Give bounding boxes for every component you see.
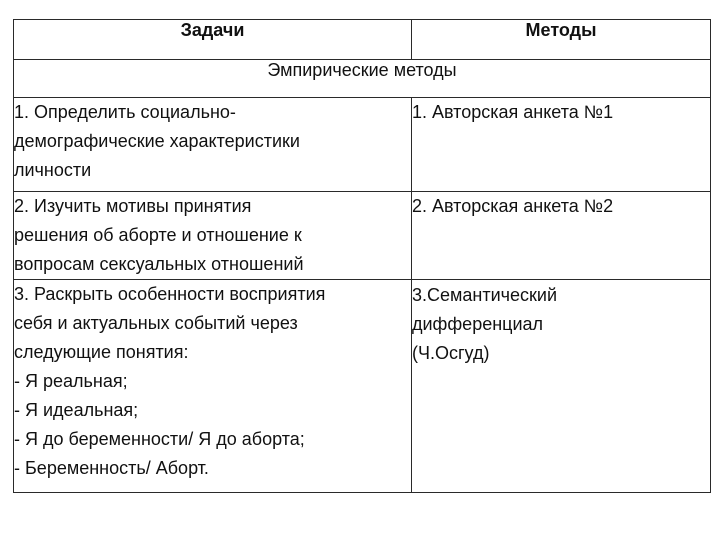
method-cell	[412, 192, 711, 280]
section-empirical-methods: Эмпирические методы	[14, 60, 711, 98]
method-cell	[412, 98, 711, 192]
method-cell	[412, 280, 711, 493]
task-cell	[14, 98, 412, 192]
task-line: личности	[14, 160, 92, 180]
task-line: - Я до беременности/ Я до аборта;	[14, 429, 305, 449]
table-row	[14, 280, 711, 493]
tasks-methods-table	[13, 19, 711, 493]
task-line: - Я реальная;	[14, 371, 128, 391]
task-line: 2. Изучить мотивы принятия	[14, 196, 252, 216]
method-line: 2. Авторская анкета №2	[412, 196, 614, 216]
method-line: 3.Семантический	[412, 285, 558, 305]
task-line: - Я идеальная;	[14, 400, 139, 420]
task-cell	[14, 280, 412, 493]
table-row	[14, 192, 711, 280]
task-line: демографические характеристики	[14, 131, 300, 151]
task-line: 1. Определить социально-	[14, 102, 236, 122]
task-line: - Беременность/ Аборт.	[14, 458, 209, 478]
header-methods: Методы	[412, 20, 711, 60]
method-line: дифференциал	[412, 314, 544, 334]
task-line: решения об аборте и отношение к	[14, 225, 302, 245]
task-line: следующие понятия:	[14, 342, 189, 362]
task-line: себя и актуальных событий через	[14, 313, 298, 333]
header-tasks: Задачи	[14, 20, 412, 60]
task-line: 3. Раскрыть особенности восприятия	[14, 284, 326, 304]
section-row	[14, 60, 711, 98]
table-row	[14, 98, 711, 192]
task-cell	[14, 192, 412, 280]
method-line: 1. Авторская анкета №1	[412, 102, 614, 122]
task-line: вопросам сексуальных отношений	[14, 254, 304, 274]
method-line: (Ч.Осгуд)	[412, 343, 490, 363]
header-row	[14, 20, 711, 60]
